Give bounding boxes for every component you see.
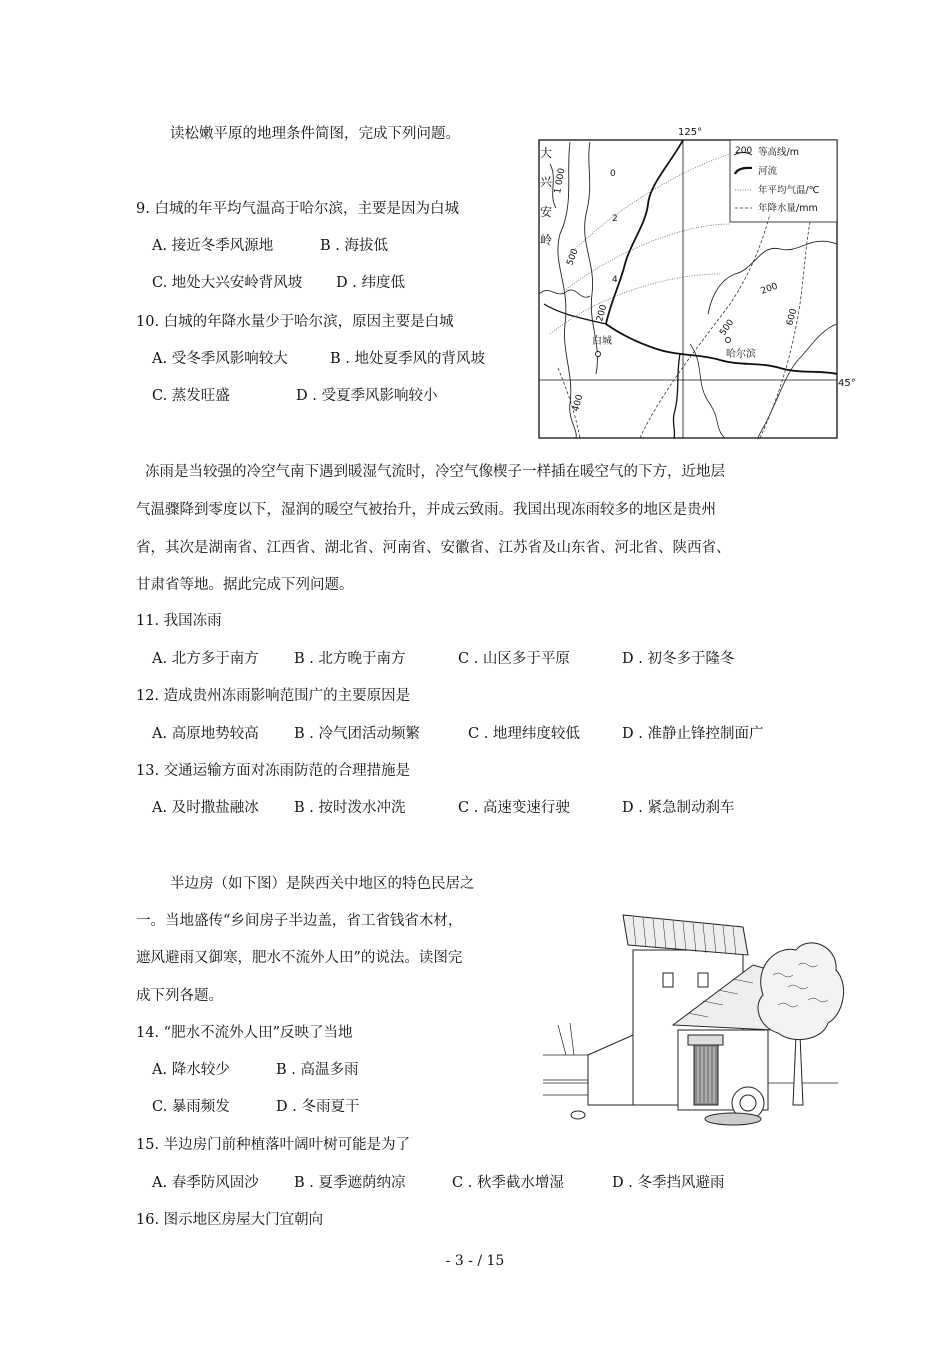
longitude-label: 125° xyxy=(678,127,703,138)
half-house-para-line1: 半边房（如下图）是陕西关中地区的特色民居之 xyxy=(170,876,475,892)
mountain-char-4: 岭 xyxy=(540,233,553,247)
contour-200-east xyxy=(708,241,837,314)
label-500-west: 500 xyxy=(565,247,581,268)
question-11-stem: 11. 我国冻雨 xyxy=(136,613,222,629)
baicheng-label: 白城 xyxy=(592,336,612,347)
legend-precip: 年降水量/mm xyxy=(758,203,818,214)
q13-option-d[interactable]: D . 紧急制动刹车 xyxy=(622,800,735,816)
page-number: - 3 - / 15 xyxy=(445,1253,505,1269)
river-nen xyxy=(606,140,683,324)
q10-option-b[interactable]: B . 地处夏季风的背风坡 xyxy=(330,351,485,367)
q15-option-a[interactable]: A. 春季防风固沙 xyxy=(152,1175,259,1191)
label-precip-400: 400 xyxy=(571,393,586,413)
left-pole xyxy=(558,1025,566,1055)
q12-option-a[interactable]: A. 高原地势较高 xyxy=(152,726,259,742)
q10-option-d[interactable]: D . 受夏季风影响较小 xyxy=(296,388,438,404)
baicheng-marker xyxy=(596,352,601,357)
legend-contour: 等高线/m xyxy=(758,147,799,158)
label-precip-500: 500 xyxy=(718,317,737,338)
mountain-char-3: 安 xyxy=(540,205,553,219)
intro-text: 读松嫩平原的地理条件简图，完成下列问题。 xyxy=(170,126,460,142)
q15-option-d[interactable]: D . 冬季挡风避雨 xyxy=(612,1175,725,1191)
main-house-roof xyxy=(623,915,748,955)
tree-trunk xyxy=(793,1035,803,1105)
harbin-marker xyxy=(726,338,731,343)
mountain-char-1: 大 xyxy=(540,146,553,160)
q11-option-c[interactable]: C . 山区多于平原 xyxy=(458,651,570,667)
q9-option-c[interactable]: C. 地处大兴安岭背风坡 xyxy=(152,275,303,291)
question-14-stem: 14. “肥水不流外人田”反映了当地 xyxy=(136,1025,353,1041)
tree-canopy xyxy=(758,943,844,1040)
gate-roof xyxy=(688,1035,723,1045)
q13-option-b[interactable]: B . 按时泼水冲洗 xyxy=(294,800,406,816)
question-10-stem: 10. 白城的年降水量少于哈尔滨，原因主要是白城 xyxy=(136,314,454,330)
question-12-stem: 12. 造成贵州冻雨影响范围广的主要原因是 xyxy=(136,688,411,704)
legend-temp: 年平均气温/℃ xyxy=(758,185,820,196)
legend-river: 河流 xyxy=(758,166,778,177)
isohyet-600 xyxy=(760,222,810,438)
half-house-illustration xyxy=(538,905,850,1130)
q13-option-c[interactable]: C . 高速变速行驶 xyxy=(458,800,570,816)
q14-option-d[interactable]: D . 冬雨夏干 xyxy=(276,1099,360,1115)
half-house-para-line2: 一。当地盛传“乡间房子半边盖，省工省钱省木材， xyxy=(136,913,463,929)
freezing-rain-para-line3: 省，其次是湖南省、江西省、湖北省、河南省、安徽省、江苏省及山东省、河北省、陕西省、 xyxy=(136,540,731,556)
freezing-rain-para-line4: 甘肃省等地。据此完成下列问题。 xyxy=(136,577,354,593)
q15-option-b[interactable]: B . 夏季遮荫纳凉 xyxy=(294,1175,406,1191)
q14-option-a[interactable]: A. 降水较少 xyxy=(152,1062,230,1078)
label-1000: 1 000 xyxy=(553,167,568,195)
label-temp-2: 2 xyxy=(612,214,618,224)
q12-option-c[interactable]: C . 地理纬度较低 xyxy=(468,726,580,742)
legend-contour-sample: 200 xyxy=(735,146,753,156)
question-15-stem: 15. 半边房门前种植落叶阔叶树可能是为了 xyxy=(136,1137,411,1153)
freezing-rain-para-line1: 冻雨是当较强的冷空气南下遇到暖湿气流时，冷空气像楔子一样插在暖空气的下方，近地层 xyxy=(145,464,725,480)
isotherm-4 xyxy=(550,274,720,334)
isotherm-0 xyxy=(570,154,730,254)
question-13-stem: 13. 交通运输方面对冻雨防范的合理措施是 xyxy=(136,763,411,779)
q11-option-b[interactable]: B . 北方晚于南方 xyxy=(294,651,406,667)
q15-option-c[interactable]: C . 秋季截水增湿 xyxy=(452,1175,564,1191)
question-9-stem: 9. 白城的年平均气温高于哈尔滨，主要是因为白城 xyxy=(136,201,459,217)
small-rock xyxy=(571,1111,585,1119)
contour-east-low xyxy=(758,324,837,438)
label-temp-0: 0 xyxy=(610,169,616,179)
latitude-label: 45° xyxy=(838,378,856,389)
side-house-left xyxy=(588,1035,633,1105)
q9-option-b[interactable]: B . 海拔低 xyxy=(320,238,388,254)
label-200-east: 200 xyxy=(759,281,780,297)
q11-option-d[interactable]: D . 初冬多于隆冬 xyxy=(622,651,735,667)
half-house-para-line3: 遮风避雨又御寒，肥水不流外人田”的说法。读图完 xyxy=(136,950,463,966)
millstone-base xyxy=(705,1113,761,1125)
label-temp-4: 4 xyxy=(612,275,618,285)
river-tributary-south xyxy=(673,354,680,438)
q14-option-b[interactable]: B . 高温多雨 xyxy=(276,1062,359,1078)
harbin-label: 哈尔滨 xyxy=(726,349,756,360)
q10-option-c[interactable]: C. 蒸发旺盛 xyxy=(152,388,230,404)
q13-option-a[interactable]: A. 及时撒盐融冰 xyxy=(152,800,259,816)
q14-option-c[interactable]: C. 暴雨频发 xyxy=(152,1099,230,1115)
label-precip-600: 600 xyxy=(785,307,800,327)
q10-option-a[interactable]: A. 受冬季风影响较大 xyxy=(152,351,288,367)
songnen-plain-map xyxy=(530,124,860,442)
q12-option-b[interactable]: B . 冷气团活动频繁 xyxy=(294,726,420,742)
freezing-rain-para-line2: 气温骤降到零度以下，湿润的暖空气被抬升，并成云致雨。我国出现冻雨较多的地区是贵州 xyxy=(136,502,716,518)
isohyet-500 xyxy=(640,214,770,438)
half-house-para-line4: 成下列各题。 xyxy=(136,988,223,1004)
q9-option-a[interactable]: A. 接近冬季风源地 xyxy=(152,238,274,254)
q11-option-a[interactable]: A. 北方多于南方 xyxy=(152,651,259,667)
left-pole-2 xyxy=(570,1023,574,1055)
question-16-stem: 16. 图示地区房屋大门宜朝向 xyxy=(136,1212,324,1228)
q12-option-d[interactable]: D . 准静止锋控制面广 xyxy=(622,726,764,742)
q9-option-d[interactable]: D . 纬度低 xyxy=(336,275,405,291)
mountain-char-2: 兴 xyxy=(540,175,553,189)
isotherm-2 xyxy=(560,224,730,294)
label-200-west: 200 xyxy=(595,303,610,323)
